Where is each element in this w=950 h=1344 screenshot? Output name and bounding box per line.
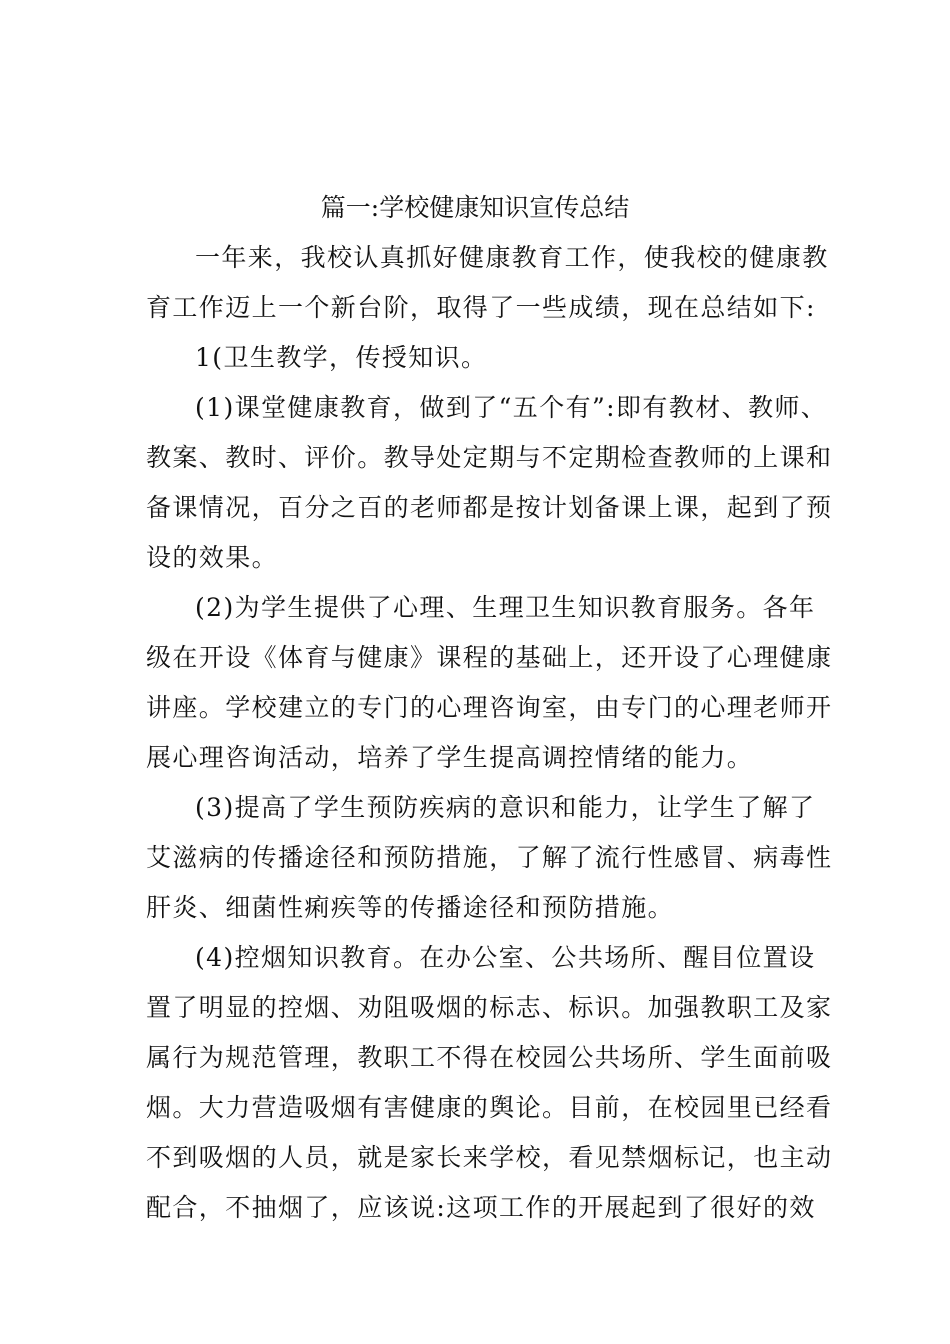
paragraph-line: 备课情况，百分之百的老师都是按计划备课上课，起到了预 bbox=[146, 493, 833, 522]
paragraph-line: 一年来，我校认真抓好健康教育工作，使我校的健康教 bbox=[195, 243, 829, 272]
paragraph-line: 教案、教时、评价。教导处定期与不定期检查教师的上课和 bbox=[146, 443, 833, 472]
paragraph-line: 艾滋病的传播途径和预防措施，了解了流行性感冒、病毒性 bbox=[146, 843, 833, 872]
document-title: 篇一:学校健康知识宣传总结 bbox=[320, 193, 630, 222]
paragraph-line: 肝炎、细菌性痢疾等的传播途径和预防措施。 bbox=[146, 893, 675, 922]
paragraph-line: 讲座。学校建立的专门的心理咨询室，由专门的心理老师开 bbox=[146, 693, 833, 722]
paragraph-line: 设的效果。 bbox=[146, 543, 279, 572]
paragraph-line: 1(卫生教学，传授知识。 bbox=[195, 343, 488, 372]
paragraph-line: (2)为学生提供了心理、生理卫生知识教育服务。各年 bbox=[195, 593, 816, 622]
paragraph-line: 级在开设《体育与健康》课程的基础上，还开设了心理健康 bbox=[146, 643, 833, 672]
paragraph-line: (3)提高了学生预防疾病的意识和能力，让学生了解了 bbox=[195, 793, 816, 822]
paragraph-line: 不到吸烟的人员，就是家长来学校，看见禁烟标记，也主动 bbox=[146, 1143, 833, 1172]
paragraph-line: 展心理咨询活动，培养了学生提高调控情绪的能力。 bbox=[146, 743, 754, 772]
paragraph-line: 烟。大力营造吸烟有害健康的舆论。目前，在校园里已经看 bbox=[146, 1093, 833, 1122]
paragraph-line: 育工作迈上一个新台阶，取得了一些成绩，现在总结如下: bbox=[146, 293, 816, 322]
paragraph-line: 配合，不抽烟了，应该说:这项工作的开展起到了很好的效 bbox=[146, 1193, 816, 1222]
paragraph-line: (4)控烟知识教育。在办公室、公共场所、醒目位置设 bbox=[195, 943, 816, 972]
paragraph-line: 属行为规范管理，教职工不得在校园公共场所、学生面前吸 bbox=[146, 1043, 833, 1072]
paragraph-line: 置了明显的控烟、劝阻吸烟的标志、标识。加强教职工及家 bbox=[146, 993, 833, 1022]
paragraph-line: (1)课堂健康教育，做到了“五个有”:即有教材、教师、 bbox=[195, 393, 828, 422]
